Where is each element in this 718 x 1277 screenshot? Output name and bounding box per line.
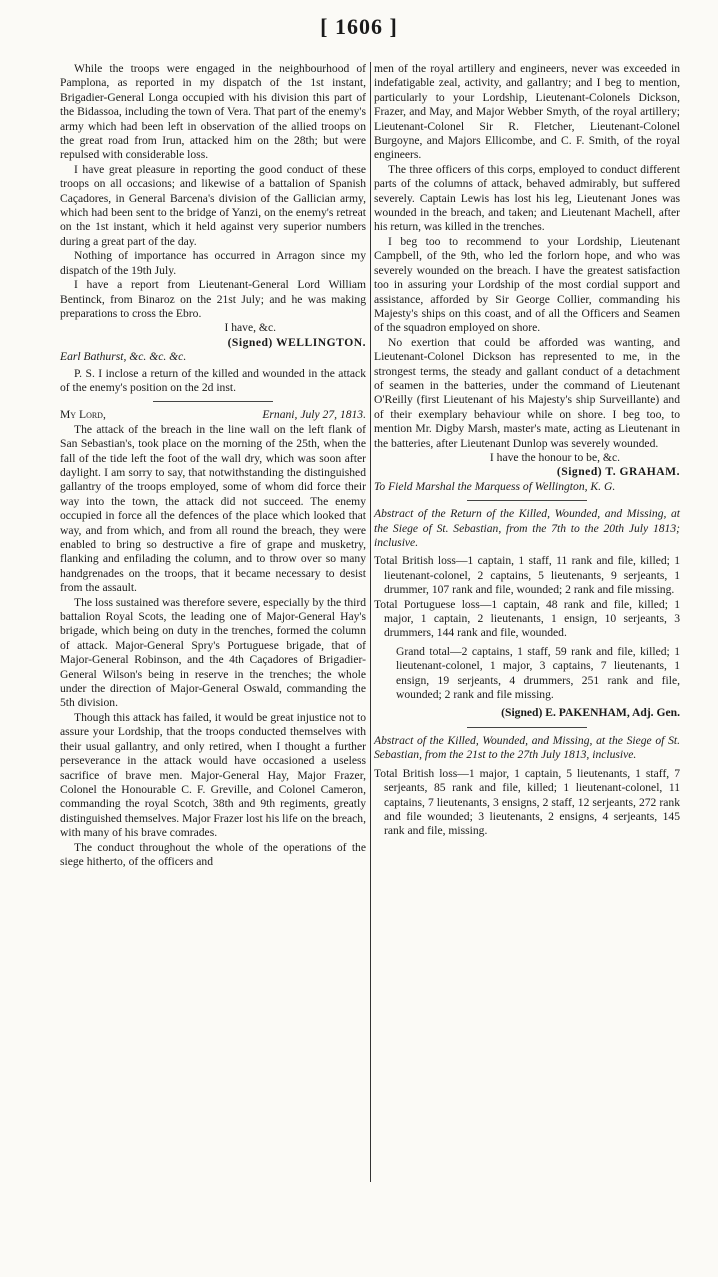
grand-total: Grand total—2 captains, 1 staff, 59 rank and file, killed; 1 lieutenant-colonel, 1 major, 3 captains, 7 lieutenants, 1 ensign, 19 serjeants, 4 drummers, 251 rank and file, wounded; 2 rank and file missing.: [396, 644, 680, 702]
casualty-list: [374, 767, 680, 839]
signature-pakenham: (Signed) E. PAKENHAM, Adj. Gen.: [501, 706, 680, 720]
paragraph: I have a report from Lieutenant-General Lord William Bentinck, from Binaroz on the 21st July; and he was making preparations to cross the Ebro.: [60, 278, 366, 320]
section-rule: [467, 727, 587, 728]
addressee: To Field Marshal the Marquess of Wellington, K. G.: [374, 479, 616, 493]
signature-wellington: (Signed) WELLINGTON.: [227, 335, 366, 349]
section-rule: [153, 401, 273, 402]
paragraph: The three officers of this corps, employed to conduct different parts of the columns of attack, behaved admirably, but suffered severely. Captain Lewis has lost his leg, Lieutenant Jones was wounded in the breach, and taken; and Lieutenant Machell, after his return, was killed in the trenches.: [374, 162, 680, 234]
column-divider: [370, 62, 371, 1182]
paragraph: Though this attack has failed, it would be great injustice not to assure your Lordship, that the troops conducted themselves with their usual gallantry, and only retired, when I thought a further perseverance in the attack would have occasioned a useless sacrifice of brave men. Major-General Hay, Major Frazer, Colonel the Honourable C. F. Greville, and Colonel Cameron, commanding the royal Scotch, 38th and 9th regiments, greatly distinguished themselves. Major Frazer lost his life on the breach, with many of his brave comrades.: [60, 710, 366, 840]
signature-graham: (Signed) T. GRAHAM.: [556, 465, 680, 479]
closing: I have, &c.: [224, 321, 276, 335]
paragraph: The attack of the breach in the line wall on the left flank of San Sebastian's, took place on the morning of the 25th, when the fall of the tide left the foot of the wall dry, which was soon after daylight. I am sorry to say, that notwithstanding the distinguished gallantry of the troops employed, some of whom did force their way into the town, the attack did not succeed. The enemy occupied in force all the defences of the place which looked that way, and from which, and from all round the breach, they were enabled to bring so destructive a fire of grape and musketry, flanking and enfilading the column, and to throw over so many handgrenades on the troops, that it became necessary to desist from the assault.: [60, 422, 366, 595]
addressee: Earl Bathurst, &c. &c. &c.: [60, 350, 187, 364]
right-column: [374, 62, 680, 839]
salutation: My Lord,: [60, 408, 106, 422]
abstract-title: Abstract of the Return of the Killed, Wounded, and Missing, at the Siege of St. Sebastian, from the 7th to the 20th July 1813; inclusive.: [374, 507, 680, 549]
paragraph: The conduct throughout the whole of the operations of the siege hitherto, of the officers and: [60, 840, 366, 868]
paragraph: The loss sustained was therefore severe, especially by the third battalion Royal Scots, the leading one of Major-General Hay's brigade, which being on duty in the trenches, formed the column of attack. Major-General Spry's Portuguese brigade, that of Major-General Robinson, and the 4th Caçadores of Brigadier-General Wilson's being in reserve in the trenches; the whole under the direction of Major-General Oswald, commanding the 5th division.: [60, 595, 366, 710]
portuguese-loss: Total Portuguese loss—1 captain, 48 rank and file, killed; 1 major, 1 captain, 2 lieutenants, 1 ensign, 10 serjeants, 3 drummers, 144 rank and file, wounded.: [374, 597, 680, 640]
paragraph: No exertion that could be afforded was wanting, and Lieutenant-Colonel Dickson has represented to me, in the strongest terms, the steady and gallant conduct of a detachment of seamen in the batteries, under the command of Lieutenant O'Reilly (first Lieutenant of his Majesty's ship Surveillante) and of their exemplary behaviour while on shore. I beg too, to mention Mr. Digby Marsh, master's mate, acting as Lieutenant in the batteries, after Lieutenant Dunlop was severely wounded.: [374, 335, 680, 450]
dateline: [60, 408, 366, 422]
closing: I have the honour to be, &c.: [489, 450, 620, 464]
date-place: Ernani, July 27, 1813.: [262, 408, 366, 422]
postscript: P. S. I inclose a return of the killed and wounded in the attack of the enemy's position on the 2d inst.: [60, 366, 366, 394]
paragraph: I beg too to recommend to your Lordship, Lieutenant Campbell, of the 9th, who led the forlorn hope, and who was severely wounded on the breach. I have the greatest satisfaction too in assuring your Lordship of the most cordial support and assistance, afforded by Sir George Collier, commanding his Majesty's ships on this coast, and of all the Officers and Seamen of the squadron employed on shore.: [374, 234, 680, 335]
page-number: [ 1606 ]: [320, 14, 398, 39]
section-rule: [467, 500, 587, 501]
abstract-title: Abstract of the Killed, Wounded, and Missing, at the Siege of St. Sebastian, from the 21st to the 27th July 1813, inclusive.: [374, 733, 680, 762]
british-loss: Total British loss—1 captain, 1 staff, 11 rank and file, killed; 1 lieutenant-colonel, 2 captains, 5 lieutenants, 9 serjeants, 1 drummer, 107 rank and file, wounded; 2 rank and file missing.: [374, 554, 680, 597]
paragraph: I have great pleasure in reporting the good conduct of these troops on all occasions; and likewise of a battalion of Spanish Caçadores, in General Barcena's division of the Gallician army, which had been sent to the bridge of Yanzi, on the enemy's retreat on the 1st instant, which it held against very superior numbers during a great part of the day.: [60, 162, 366, 248]
british-loss: Total British loss—1 major, 1 captain, 5 lieutenants, 1 staff, 7 serjeants, 85 rank and file, killed; 1 lieutenant-colonel, 11 captains, 7 lieutenants, 3 ensigns, 2 staff, 12 serjeants, 272 rank and file wounded; 3 lieutenants, 2 ensigns, 4 serjeants, 145 rank and file, missing.: [374, 766, 680, 838]
paragraph: While the troops were engaged in the neighbourhood of Pamplona, as reported in my dispatch of the 1st instant, Brigadier-General Longa occupied with his division this part of the Bidassoa, including the town of Vera. That part of the enemy's army which had been left in observation of the allied troops on the great road from Irun, attacked him on the 28th; but were repulsed with considerable loss.: [60, 62, 366, 162]
left-column: [60, 62, 366, 869]
paragraph: Nothing of importance has occurred in Arragon since my dispatch of the 19th July.: [60, 249, 366, 277]
casualty-list: [374, 554, 680, 702]
paragraph: men of the royal artillery and engineers, never was exceeded in indefatigable zeal, activity, and gallantry; and I beg to mention, particularly to your Lordship, Lieutenant-Colonels Dickson, Frazer, and May, and Major Webber Smyth, of the royal artillery; Lieutenant-Colonel Sir R. Fletcher, Lieutenant-Colonel Burgoyne, and Majors Ellicombe, and C. F. Smith, of the royal engineers.: [374, 62, 680, 162]
